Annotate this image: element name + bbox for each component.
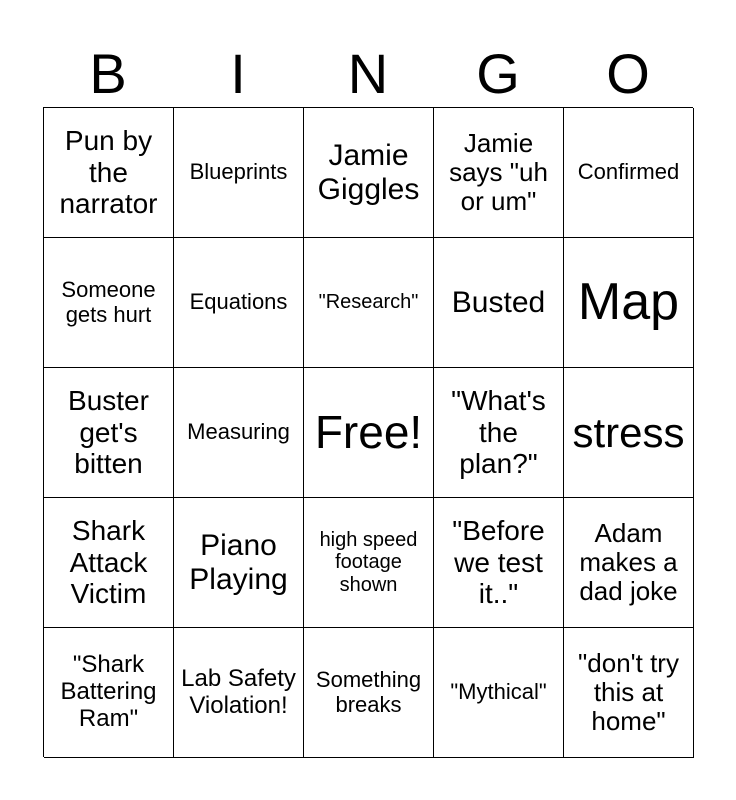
cell-text: Buster get's bitten — [68, 385, 149, 480]
bingo-cell[interactable] — [174, 368, 304, 498]
cell-text: Someone gets hurt — [61, 276, 156, 327]
cell-text: "Shark Battering Ram" — [60, 651, 157, 732]
header-letter-n: N — [347, 42, 389, 105]
bingo-grid — [43, 107, 693, 757]
cell-text: "don't try this at home" — [578, 647, 679, 737]
bingo-cell[interactable] — [564, 498, 694, 628]
bingo-cell[interactable] — [564, 368, 694, 498]
bingo-header — [43, 40, 693, 108]
cell-text: "What's the plan?" — [451, 385, 546, 480]
bingo-cell[interactable] — [564, 238, 694, 368]
bingo-cell[interactable] — [44, 498, 174, 628]
cell-text: high speed footage shown — [319, 528, 418, 596]
free-space-cell[interactable] — [304, 368, 434, 498]
bingo-cell[interactable] — [564, 108, 694, 238]
bingo-cell[interactable] — [304, 628, 434, 758]
cell-text: "Research" — [318, 291, 419, 314]
bingo-cell[interactable] — [174, 498, 304, 628]
bingo-cell[interactable] — [304, 108, 434, 238]
header-letter-i: I — [230, 42, 246, 105]
bingo-cell[interactable] — [44, 108, 174, 238]
bingo-cell[interactable] — [434, 628, 564, 758]
cell-text: Shark Attack Victim — [69, 515, 148, 610]
header-letter-b: B — [89, 42, 127, 105]
cell-text: stress — [572, 408, 685, 456]
bingo-cell[interactable] — [44, 368, 174, 498]
bingo-cell[interactable] — [174, 628, 304, 758]
cell-text: Confirmed — [577, 159, 680, 185]
header-letter-g: G — [476, 42, 520, 105]
cell-text: Map — [577, 273, 680, 332]
bingo-cell[interactable] — [434, 238, 564, 368]
cell-text: Something breaks — [315, 666, 422, 717]
cell-text: Adam makes a dad joke — [579, 517, 678, 607]
cell-text: Piano Playing — [189, 528, 288, 596]
cell-text: Blueprints — [189, 159, 288, 185]
bingo-cell[interactable] — [434, 108, 564, 238]
cell-text: Busted — [451, 285, 546, 319]
bingo-cell[interactable] — [44, 628, 174, 758]
cell-text: Jamie says "uh or um" — [449, 127, 548, 217]
cell-text: Jamie Giggles — [317, 138, 420, 206]
bingo-cell[interactable] — [304, 238, 434, 368]
cell-text: Equations — [189, 289, 288, 315]
cell-text: Measuring — [187, 419, 290, 445]
bingo-cell[interactable] — [434, 368, 564, 498]
bingo-cell[interactable] — [174, 238, 304, 368]
header-letter-o: O — [606, 42, 650, 105]
free-space-text: Free! — [314, 405, 423, 458]
bingo-cell[interactable] — [434, 498, 564, 628]
bingo-cell[interactable] — [564, 628, 694, 758]
bingo-cell[interactable] — [304, 498, 434, 628]
bingo-cell[interactable] — [44, 238, 174, 368]
cell-text: "Mythical" — [450, 679, 547, 705]
cell-text: Lab Safety Violation! — [181, 664, 296, 719]
cell-text: Pun by the narrator — [59, 125, 158, 220]
bingo-cell[interactable] — [174, 108, 304, 238]
cell-text: "Before we test it.." — [452, 515, 545, 610]
